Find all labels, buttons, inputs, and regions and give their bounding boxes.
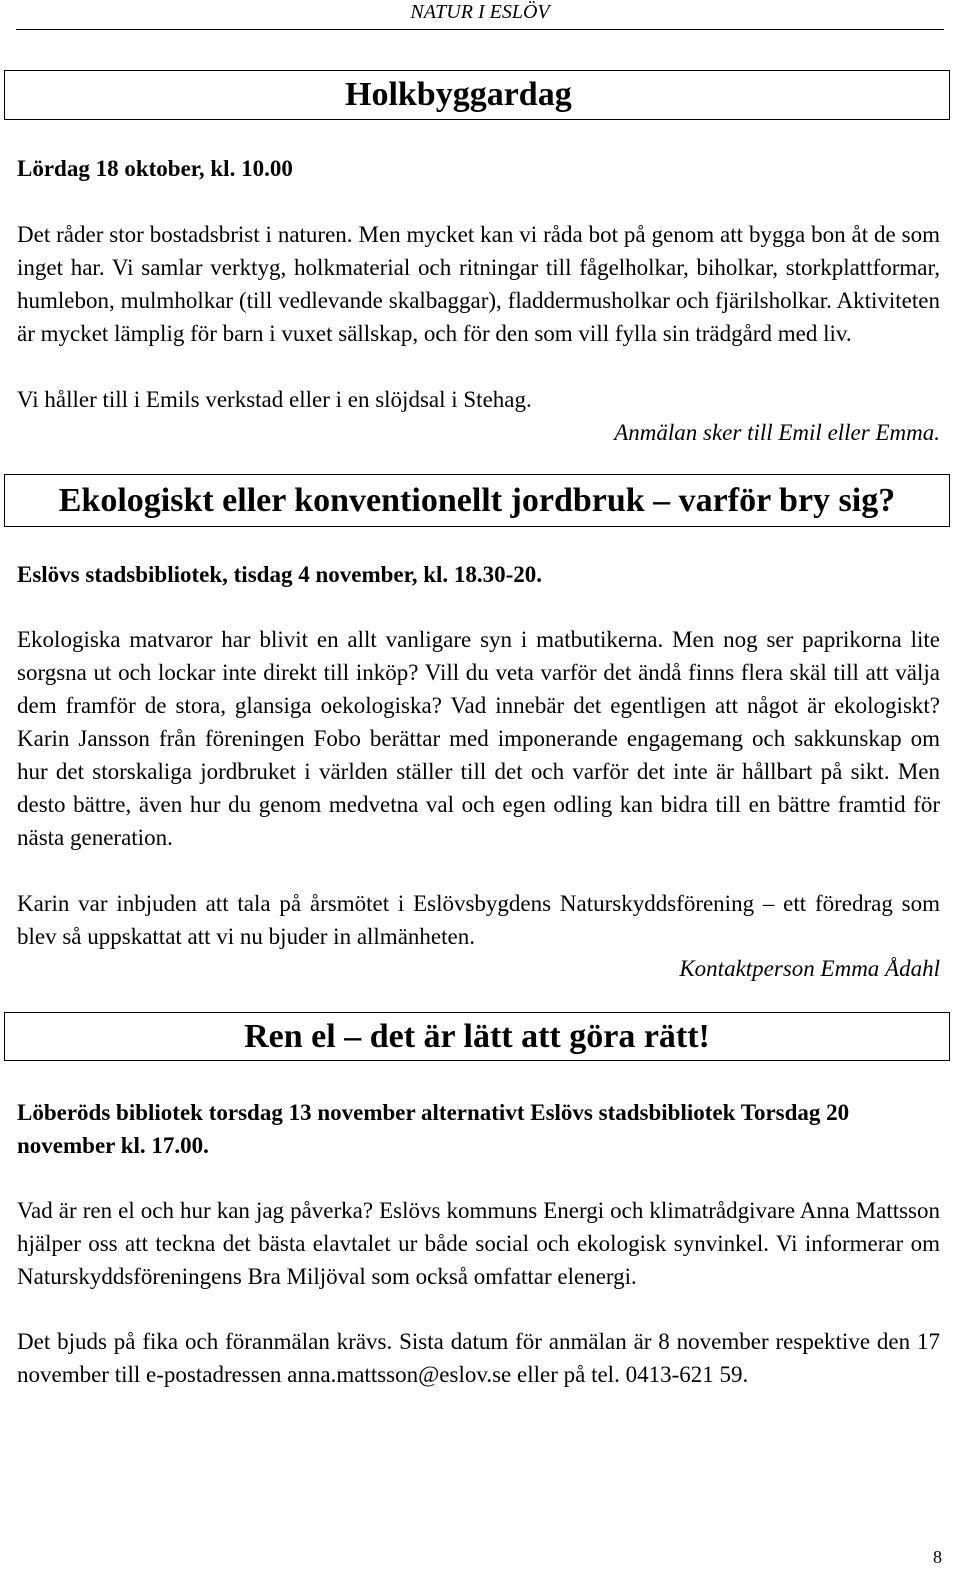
- event-description: Det råder stor bostadsbrist i naturen. Men mycket kan vi råda bot på genom att bygga bon åt de som inget har. Vi samlar verktyg, holkmaterial och ritningar till fågelholkar, biholkar, storkplattformar, humlebon, mulmholkar (till vedlevande skalbaggar), fladdermusholkar och fjärilsholkar. Aktiviteten är mycket lämplig för barn i vuxet sällskap, och för den som vill fylla sin trädgård med liv.: [17, 222, 940, 346]
- event-location: Vi håller till i Emils verkstad eller i en slöjdsal i Stehag.: [17, 387, 532, 412]
- section-heading: Ekologiskt eller konventionellt jordbruk – varför bry sig?: [58, 481, 896, 519]
- event-description: Ekologiska matvaror har blivit en allt vanligare syn i matbutikerna. Men nog ser paprikorna lite sorgsna ut och lockar inte direkt till inköp? Vill du veta varför det ändå finns flera skäl till att välja dem framför de stora, glansiga oekologiska? Vad innebär det egentligen att något är ekologiskt? Karin Jansson från föreningen Fobo berättar med imponerande engagemang och sakkunskap om hur det storskaliga jordbruket i världen ställer till det och varför det inte är hållbart på sikt. Men desto bättre, även hur du genom medvetna val och egen odling kan bidra till en bättre framtid för nästa generation.: [17, 627, 940, 850]
- contact-person: Kontaktperson Emma Ådahl: [679, 956, 940, 981]
- event-registration: Det bjuds på fika och föranmälan krävs. Sista datum för anmälan är 8 november respektive den 17 november till e-postadressen anna.mattsson@eslov.se eller på tel. 0413-621 59.: [17, 1329, 940, 1387]
- event-description: Vad är ren el och hur kan jag påverka? Eslövs kommuns Energi och klimatrådgivare Anna Mattsson hjälper oss att teckna det bästa elavtalet ur både social och ekologisk synvinkel. Vi informerar om Naturskyddsföreningens Bra Miljöval som också omfattar elenergi.: [17, 1198, 940, 1289]
- event-date: Lördag 18 oktober, kl. 10.00: [17, 156, 293, 181]
- event-date: Löberöds bibliotek torsdag 13 november alternativt Eslövs stadsbibliotek Torsdag 20 november kl. 17.00.: [17, 1100, 850, 1158]
- registration-note: Anmälan sker till Emil eller Emma.: [614, 420, 940, 445]
- header-rule: [16, 29, 944, 30]
- section-heading-box-holkbyggardag: [4, 70, 950, 120]
- section-heading: Holkbyggardag: [345, 76, 572, 113]
- running-header: NATUR I ESLÖV: [410, 1, 550, 23]
- section-heading-box-ekologiskt: [4, 474, 950, 527]
- event-background: Karin var inbjuden att tala på årsmötet i Eslövsbygdens Naturskyddsförening – ett föredrag som blev så uppskattat att vi nu bjuder in allmänheten.: [17, 891, 940, 949]
- section-heading-box-ren-el: [4, 1012, 950, 1061]
- section-heading: Ren el – det är lätt att göra rätt!: [244, 1017, 710, 1055]
- event-date: Eslövs stadsbibliotek, tisdag 4 november, kl. 18.30-20.: [17, 562, 543, 587]
- page-number: 8: [933, 1547, 942, 1567]
